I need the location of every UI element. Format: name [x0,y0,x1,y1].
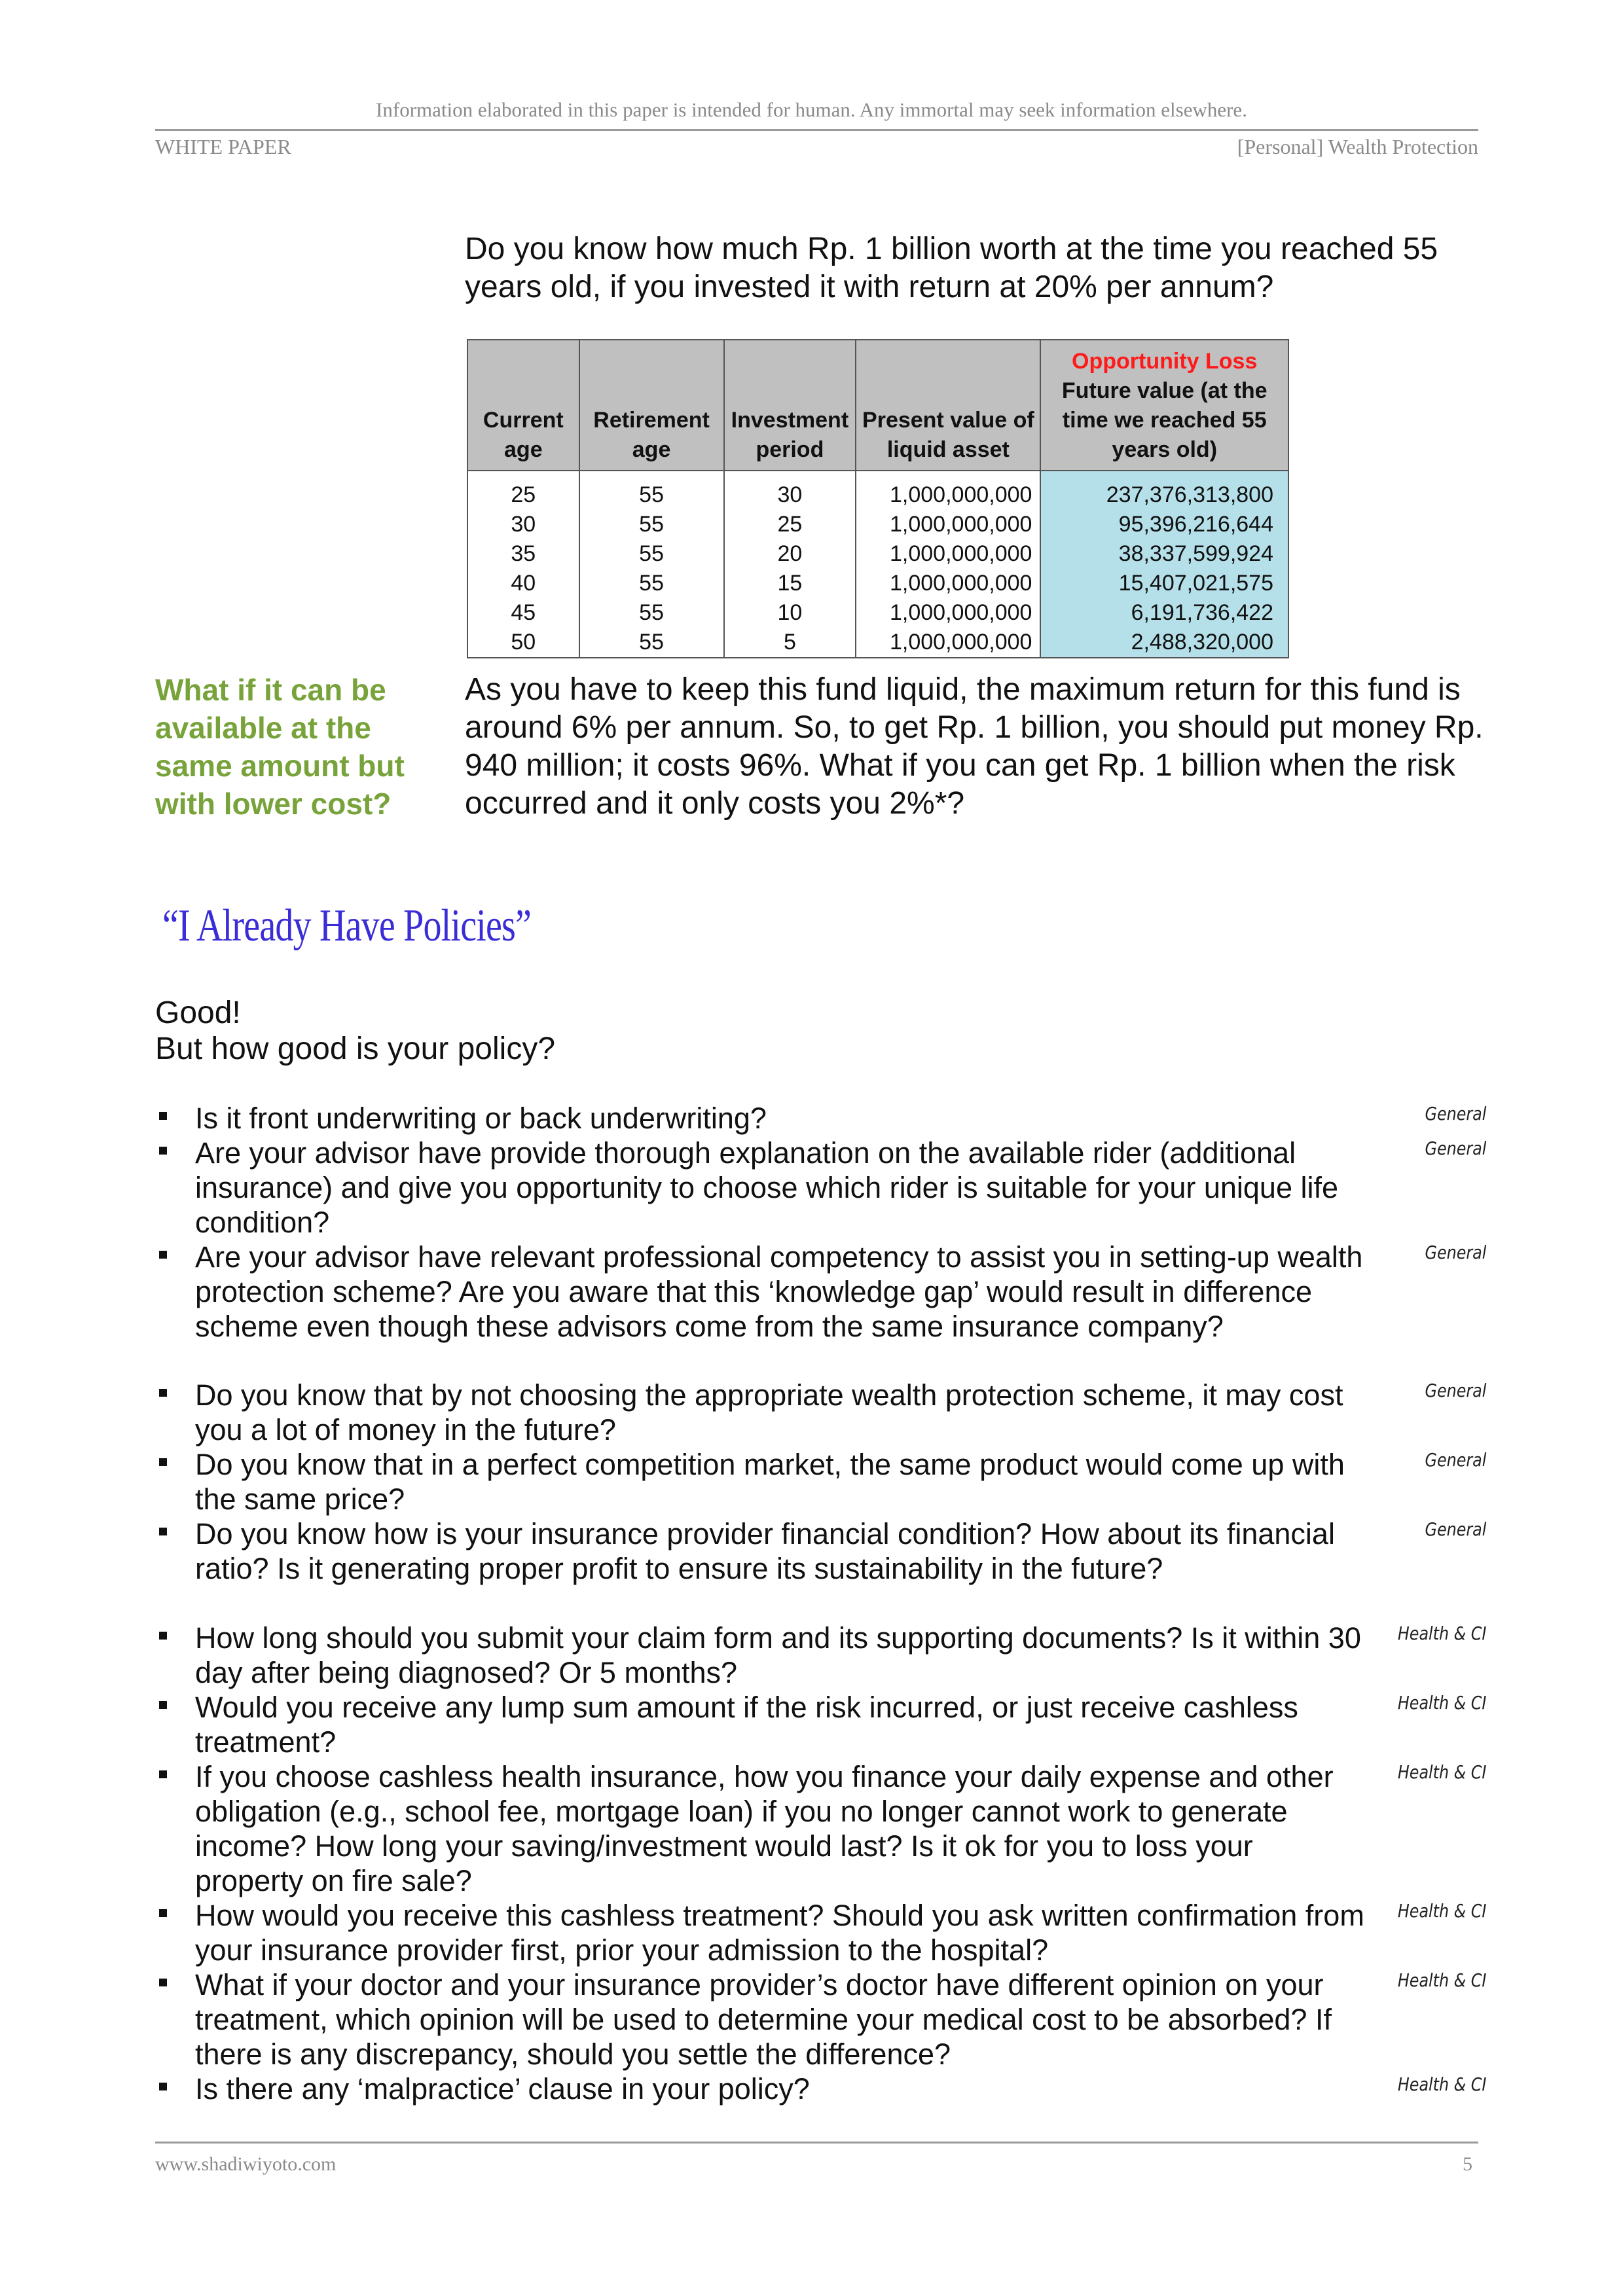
how-good-line: But how good is your policy? [155,1031,556,1066]
question-text: Do you know that in a perfect competition market, the same product would come up with the same price? [195,1448,1345,1516]
future-value-cell: 237,376,313,800 [1040,471,1288,510]
bullet-icon [159,1701,167,1709]
bullet-icon [159,1770,167,1778]
current-age-cell: 50 [467,628,579,658]
present-value-cell: 1,000,000,000 [856,510,1040,539]
bullet-icon [159,2083,167,2090]
header-right-label: [Personal] Wealth Protection [1237,135,1478,158]
retirement-age-cell: 55 [579,569,724,598]
category-tag: Health & CI [1397,1900,1486,1922]
category-tag: General [1425,1103,1486,1124]
bullet-icon [159,1979,167,1986]
header-retirement-age: Retirement age [579,340,724,471]
header-divider [155,129,1478,131]
footer-website-link[interactable]: www.shadiwiyoto.com [155,2153,337,2175]
retirement-age-cell: 55 [579,539,724,569]
table-row [467,628,1288,658]
opportunity-loss-label: Opportunity Loss [1072,349,1258,374]
header-present-value: Present value of liquid asset [856,340,1040,471]
current-age-cell: 30 [467,510,579,539]
question-text: If you choose cashless health insurance, how you finance your daily expense and other obligation (e.g., school fee, mortgage loan) if you no longer cannot work to generate income? How long your saving/investment would last? Is it ok for you to loss your property on fire sale? [195,1760,1334,1897]
investment-period-cell: 25 [724,510,856,539]
bullet-icon [159,1458,167,1466]
sidebar-paragraph: As you have to keep this fund liquid, the maximum return for this fund is around 6% per annum. So, to get Rp. 1 billion, you should put money Rp. 940 million; it costs 96%. What if you can get Rp. 1 billion when the risk occurred and it only costs you 2%*? [465,672,1484,821]
category-tag: General [1425,1138,1486,1159]
question-text: Are your advisor have relevant professional competency to assist you in setting-up wealth protection scheme? Are you aware that this ‘knowledge gap’ would result in difference scheme even though these advisors come from the same insurance company? [195,1240,1363,1343]
current-age-cell: 25 [467,471,579,510]
category-tag: General [1425,1518,1486,1540]
page-number: 5 [1463,2153,1472,2175]
header-investment-period: Investment period [724,340,856,471]
table-row [467,598,1288,628]
investment-period-cell: 20 [724,539,856,569]
retirement-age-cell: 55 [579,598,724,628]
investment-period-cell: 30 [724,471,856,510]
category-tag: General [1425,1242,1486,1263]
bullet-icon [159,1112,167,1120]
current-age-cell: 45 [467,598,579,628]
present-value-cell: 1,000,000,000 [856,598,1040,628]
header-disclaimer: Information elaborated in this paper is intended for human. Any immortal may seek information elsewhere. [376,98,1247,121]
question-text: Is it front underwriting or back underwriting? [195,1102,767,1135]
future-value-cell: 15,407,021,575 [1040,569,1288,598]
current-age-cell: 40 [467,569,579,598]
bullet-icon [159,1251,167,1259]
investment-period-cell: 15 [724,569,856,598]
question-text: Do you know that by not choosing the appropriate wealth protection scheme, it may cost you a lot of money in the future? [195,1378,1343,1446]
retirement-age-cell: 55 [579,471,724,510]
category-tag: Health & CI [1397,1969,1486,1991]
present-value-cell: 1,000,000,000 [856,539,1040,569]
question-text: Is there any ‘malpractice’ clause in your policy? [195,2072,810,2106]
header-current-age: Current age [467,340,579,471]
category-tag: Health & CI [1397,1692,1486,1713]
question-text: Would you receive any lump sum amount if the risk incurred, or just receive cashless treatment? [195,1691,1298,1759]
footer-divider [155,2142,1478,2144]
header-future-value: Future value (at the time we reached 55 years old) [1061,378,1267,462]
bullet-icon [159,1389,167,1397]
table-row [467,471,1288,510]
current-age-cell: 35 [467,539,579,569]
opportunity-loss-table [467,339,1289,658]
future-value-cell: 2,488,320,000 [1040,628,1288,658]
question-text: How long should you submit your claim form and its supporting documents? Is it within 30 day after being diagnosed? Or 5 months? [195,1621,1361,1689]
table-row [467,569,1288,598]
retirement-age-cell: 55 [579,628,724,658]
table-row [467,539,1288,569]
future-value-cell: 95,396,216,644 [1040,510,1288,539]
bullet-icon [159,1632,167,1640]
sidebar-question: What if it can be available at the same amount but with lower cost? [155,673,405,821]
category-tag: General [1425,1449,1486,1471]
category-tag: Health & CI [1397,2073,1486,2095]
investment-period-cell: 10 [724,598,856,628]
good-line: Good! [155,996,241,1030]
header-left-label: WHITE PAPER [155,135,291,158]
category-tag: Health & CI [1397,1623,1486,1644]
future-value-cell: 6,191,736,422 [1040,598,1288,628]
table-header-row [467,340,1288,471]
table-row [467,510,1288,539]
question-text: What if your doctor and your insurance provider’s doctor have different opinion on your treatment, which opinion will be used to determine your medical cost to be absorbed? If there is any discrepancy, should you settle the difference? [195,1968,1332,2071]
present-value-cell: 1,000,000,000 [856,569,1040,598]
category-tag: General [1425,1380,1486,1401]
category-tag: Health & CI [1397,1761,1486,1783]
present-value-cell: 1,000,000,000 [856,628,1040,658]
future-value-cell: 38,337,599,924 [1040,539,1288,569]
bullet-icon [159,1909,167,1917]
question-text: Do you know how is your insurance provider financial condition? How about its financial ratio? Is it generating proper profit to ensure its sustainability in the future? [195,1517,1335,1585]
question-text: Are your advisor have provide thorough explanation on the available rider (additional insurance) and give you opportunity to choose which rider is suitable for your unique life condition? [195,1136,1338,1239]
intro-paragraph: Do you know how much Rp. 1 billion worth at the time you reached 55 years old, if you invested it with return at 20% per annum? [465,232,1438,304]
header-future-value-cell [1040,340,1288,471]
section-title: “I Already Have Policies” [162,901,532,951]
present-value-cell: 1,000,000,000 [856,471,1040,510]
bullet-icon [159,1147,167,1155]
bullet-icon [159,1528,167,1535]
question-text: How would you receive this cashless treatment? Should you ask written confirmation from your insurance provider first, prior your admission to the hospital? [195,1899,1364,1967]
investment-period-cell: 5 [724,628,856,658]
retirement-age-cell: 55 [579,510,724,539]
